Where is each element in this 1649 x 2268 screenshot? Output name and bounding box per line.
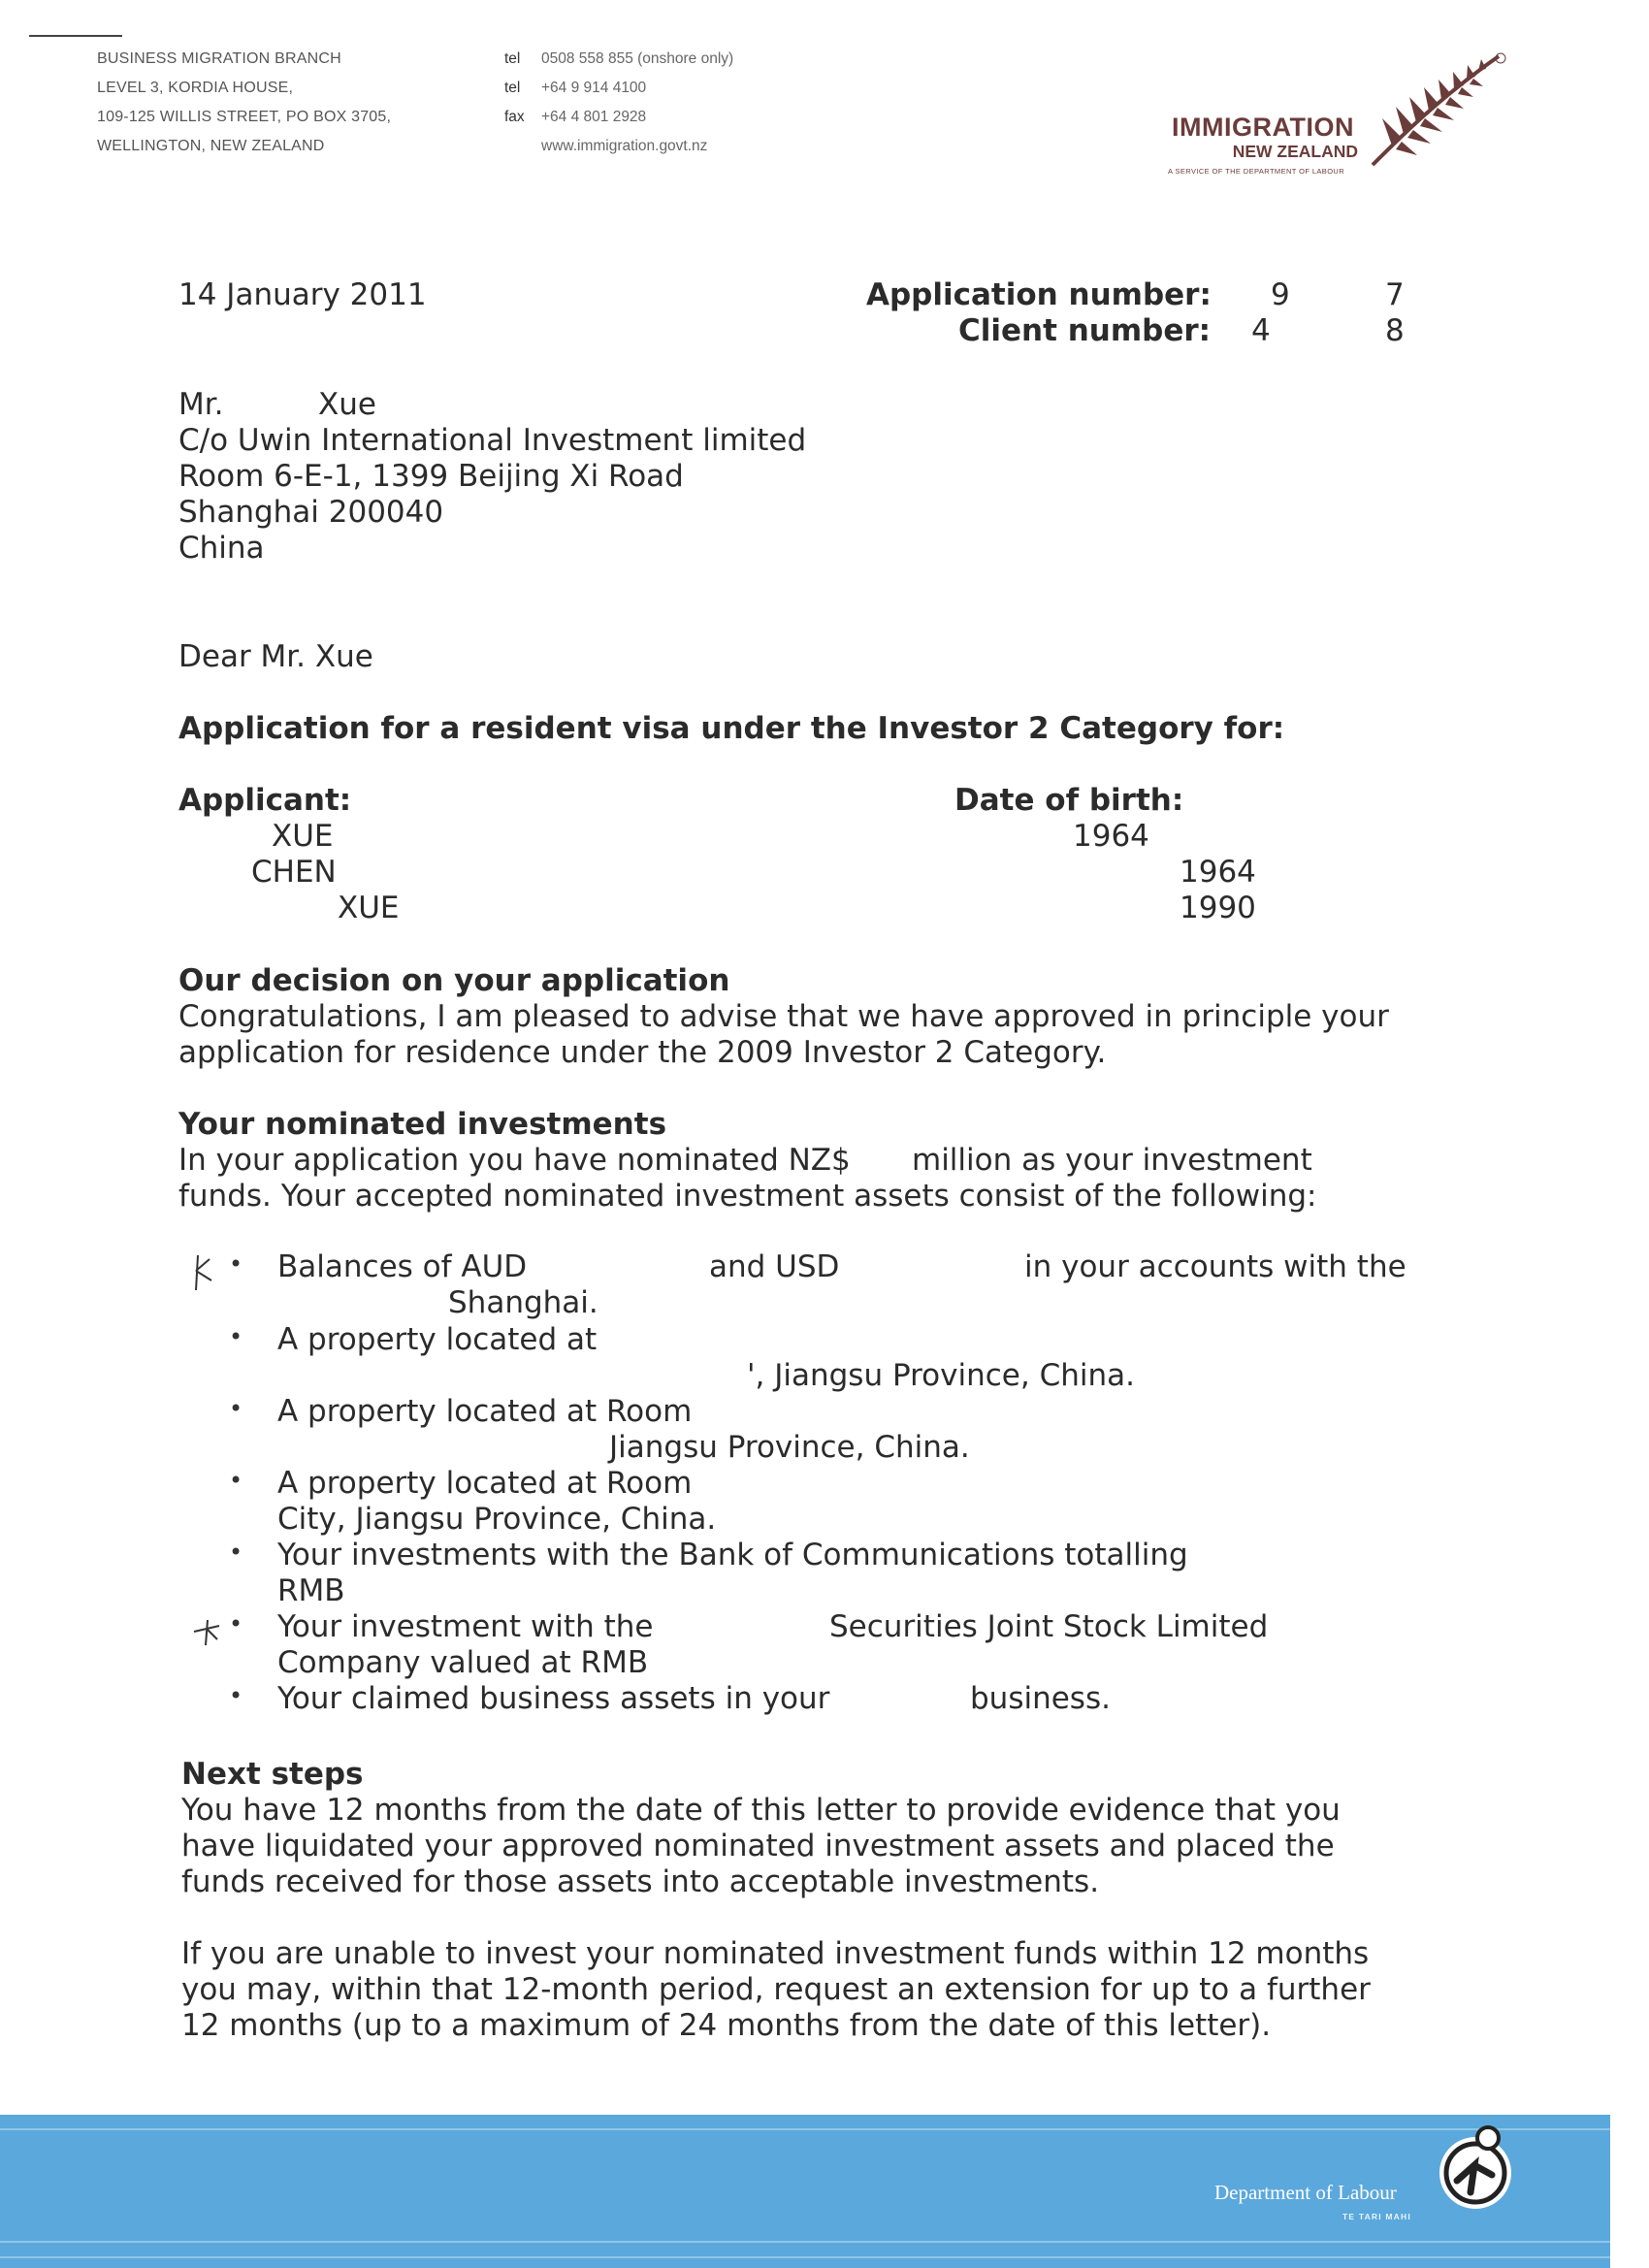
contact-key: tel	[504, 80, 521, 96]
dob-label: Date of birth:	[954, 783, 1184, 818]
asset-item-text: Jiangsu Province, China.	[609, 1430, 970, 1465]
asset-item-text: and USD	[709, 1249, 840, 1284]
next-steps-heading: Next steps	[181, 1757, 364, 1792]
address-line: WELLINGTON, NEW ZEALAND	[97, 138, 325, 154]
applicant-label: Applicant:	[178, 783, 352, 818]
bullet-marker: •	[229, 1467, 243, 1494]
decision-heading: Our decision on your application	[178, 963, 730, 998]
investments-intro: funds. Your accepted nominated investment assets consist of the following:	[178, 1179, 1317, 1214]
asset-item-text: Your claimed business assets in your	[277, 1681, 830, 1716]
recipient-line: Shanghai 200040	[178, 495, 444, 530]
applicant-dob: 1964	[1073, 819, 1149, 854]
asset-item-text: in your accounts with the	[1024, 1249, 1406, 1284]
next-steps-text: You have 12 months from the date of this letter to provide evidence that you	[181, 1793, 1341, 1828]
applicant-name: CHEN	[251, 855, 337, 890]
contact-details	[504, 45, 733, 161]
handwritten-mark-icon	[192, 1618, 223, 1647]
website-link[interactable]: www.immigration.govt.nz	[541, 138, 708, 154]
investments-intro: million as your investment	[912, 1143, 1312, 1178]
next-steps-text: funds received for those assets into acceptable investments.	[181, 1864, 1100, 1899]
footer-band	[0, 2115, 1610, 2268]
asset-item-text: Balances of AUD	[277, 1249, 528, 1284]
contact-value: 0508 558 855 (onshore only)	[541, 50, 734, 67]
recipient-surname: Xue	[318, 387, 376, 422]
bullet-marker: •	[229, 1610, 243, 1637]
decision-text: application for residence under the 2009 Investor 2 Category.	[178, 1035, 1107, 1070]
asset-item-text: Your investments with the Bank of Communications totalling	[277, 1538, 1188, 1572]
asset-item-text: ', Jiangsu Province, China.	[747, 1358, 1135, 1393]
bullet-marker: •	[229, 1682, 243, 1709]
next-steps-text: have liquidated your approved nominated investment assets and placed the	[181, 1829, 1335, 1863]
asset-item-text: A property located at Room	[277, 1394, 693, 1429]
recipient-line: C/o Uwin International Investment limited	[178, 423, 807, 458]
contact-value: +64 4 801 2928	[541, 109, 647, 125]
next-steps-text: If you are unable to invest your nominated investment funds within 12 months	[181, 1936, 1370, 1971]
address-line: 109-125 WILLIS STREET, PO BOX 3705,	[97, 109, 392, 125]
application-number-part: 9	[1271, 277, 1290, 312]
branch-address	[97, 45, 391, 161]
bullet-marker: •	[229, 1395, 243, 1422]
asset-item-text: business.	[970, 1681, 1111, 1716]
department-subtitle: TE TARI MAHI	[1342, 2212, 1411, 2221]
bullet-marker: •	[229, 1323, 243, 1350]
decision-text: Congratulations, I am pleased to advise that we have approved in principle your	[178, 999, 1389, 1034]
silver-fern-icon	[1363, 49, 1508, 175]
next-steps-text: you may, within that 12-month period, request an extension for up to a further	[181, 1972, 1371, 2007]
application-number-label: Application number:	[866, 277, 1212, 312]
address-line: BUSINESS MIGRATION BRANCH	[97, 50, 341, 67]
applicant-name: XUE	[338, 891, 400, 925]
logo-subtitle: NEW ZEALAND	[1232, 142, 1358, 161]
bullet-marker: •	[229, 1539, 243, 1566]
handwritten-mark-icon	[188, 1251, 217, 1294]
immigration-nz-logo	[1154, 49, 1523, 184]
client-number-label: Client number:	[958, 313, 1212, 348]
department-name: Department of Labour	[1214, 2181, 1397, 2204]
asset-item-text: Your investment with the	[277, 1609, 654, 1644]
department-of-labour-logo-icon	[1432, 2117, 1519, 2214]
application-number-part: 7	[1385, 277, 1405, 312]
recipient-line: Room 6-E-1, 1399 Beijing Xi Road	[178, 459, 684, 494]
address-line: LEVEL 3, KORDIA HOUSE,	[97, 80, 294, 96]
logo-title: IMMIGRATION	[1172, 113, 1354, 142]
client-number-part: 4	[1251, 313, 1271, 348]
footer-stripe	[0, 2241, 1610, 2243]
logo-tagline: A SERVICE OF THE DEPARTMENT OF LABOUR	[1168, 167, 1345, 176]
asset-item-text: Shanghai.	[448, 1285, 598, 1320]
applicant-name: XUE	[272, 819, 334, 854]
asset-item-text: RMB	[277, 1573, 345, 1608]
letter-date: 14 January 2011	[178, 277, 427, 312]
asset-item-text: City, Jiangsu Province, China.	[277, 1502, 717, 1537]
investments-intro: In your application you have nominated NZ$	[178, 1143, 851, 1178]
recipient-line: China	[178, 531, 265, 566]
footer-stripe	[0, 2256, 1610, 2258]
footer-stripe	[0, 2128, 1610, 2130]
asset-item-text: A property located at Room	[277, 1466, 693, 1501]
contact-key: fax	[504, 109, 525, 125]
recipient-title: Mr.	[178, 387, 224, 422]
bullet-marker: •	[229, 1250, 243, 1278]
asset-item-text: A property located at	[277, 1322, 598, 1357]
letterhead-strike-line	[29, 35, 122, 37]
applicant-dob: 1964	[1180, 855, 1256, 890]
applicant-dob: 1990	[1180, 891, 1256, 925]
asset-item-text: Securities Joint Stock Limited	[829, 1609, 1269, 1644]
salutation: Dear Mr. Xue	[178, 639, 373, 674]
contact-key: tel	[504, 50, 521, 67]
investments-heading: Your nominated investments	[178, 1107, 667, 1142]
asset-item-text: Company valued at RMB	[277, 1645, 649, 1680]
subject-line: Application for a resident visa under the Investor 2 Category for:	[178, 711, 1285, 746]
contact-value: +64 9 914 4100	[541, 80, 647, 96]
next-steps-text: 12 months (up to a maximum of 24 months from the date of this letter).	[181, 2008, 1272, 2043]
client-number-part: 8	[1385, 313, 1405, 348]
